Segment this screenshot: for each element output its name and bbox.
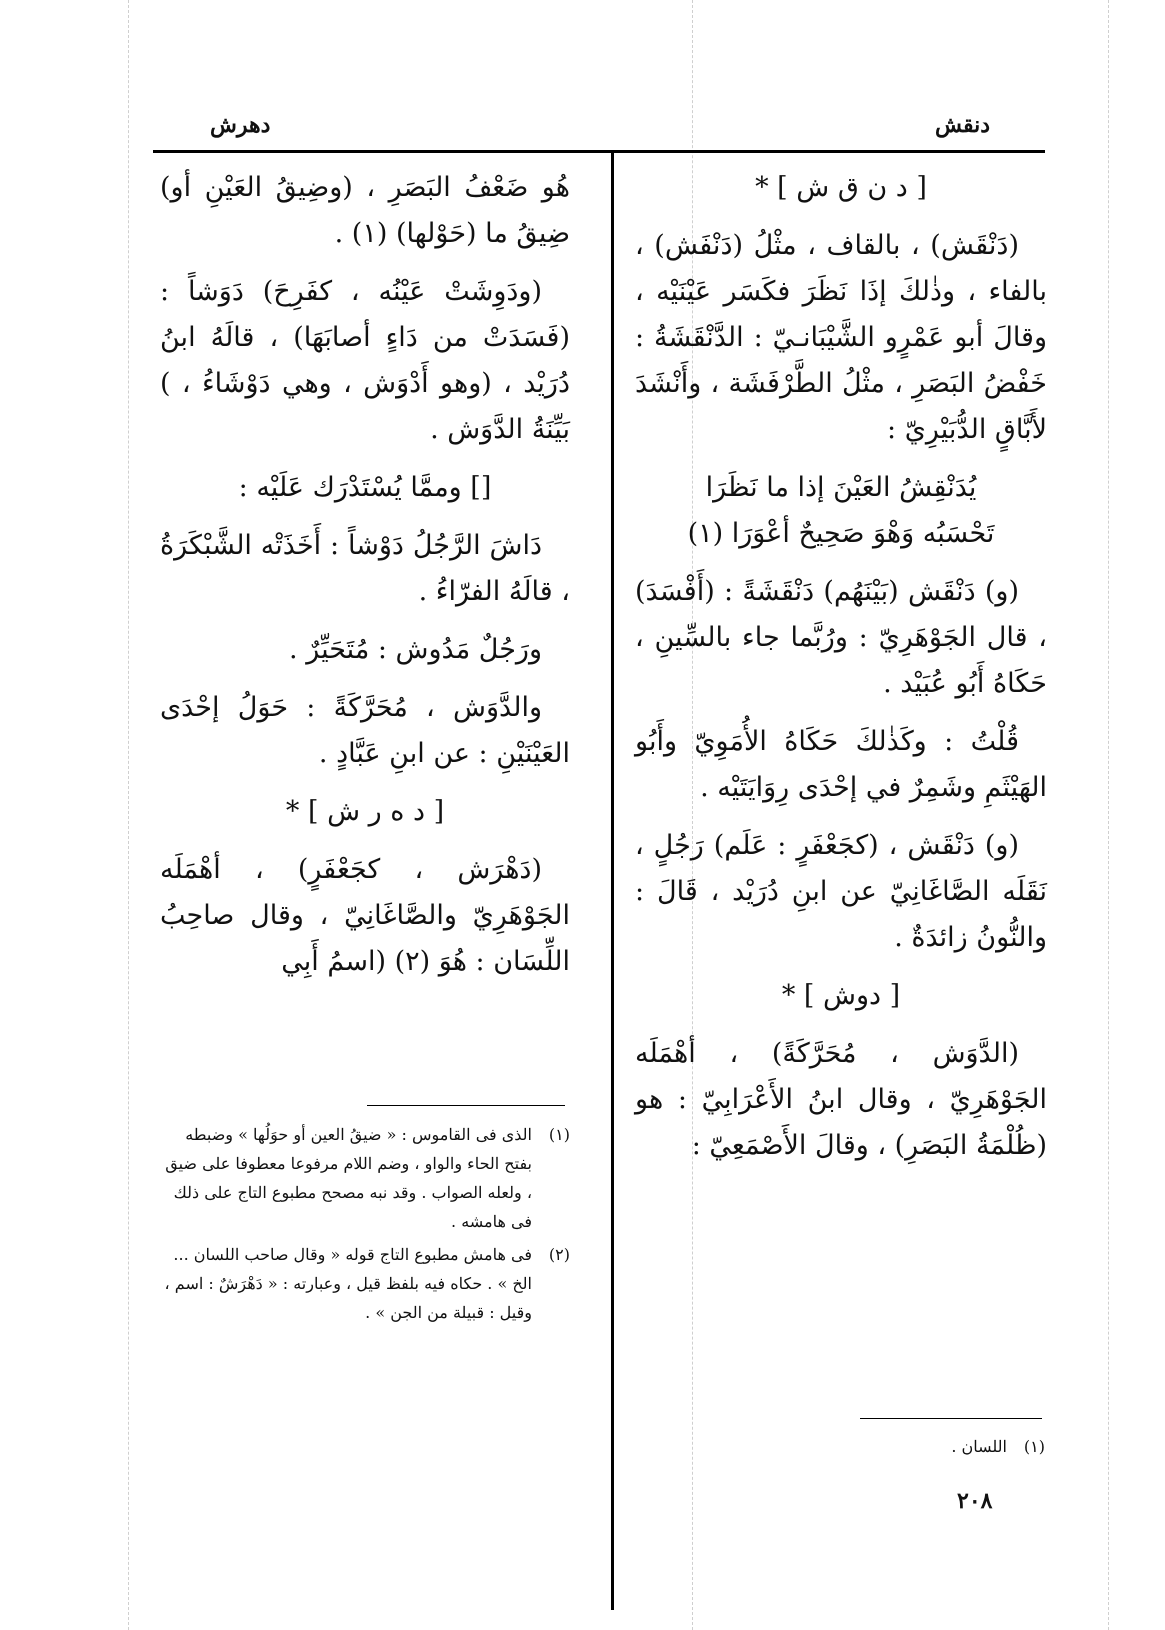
paragraph: (دَهْرَش ، كجَعْفَرٍ) ، أهْمَلَه الجَوْهَرِيّ والصَّاغَانِيّ ، وقال صاحِبُ اللِّسَان : هُوَ (٢) (اسمُ أَبِي bbox=[160, 854, 570, 977]
column-divider bbox=[611, 153, 614, 1610]
page-number: ٢٠٨ bbox=[957, 1488, 993, 1514]
footnote bbox=[160, 1120, 570, 1236]
paragraph: دَاشَ الرَّجُلُ دَوْشاً : أَخَذَتْه الشَّبْكَرَةُ ، قالَهُ الفرّاءُ . bbox=[160, 530, 570, 607]
right-column bbox=[635, 165, 1047, 1181]
running-header-right: دنقش bbox=[935, 112, 991, 138]
entry-heading: [ د ه ر ش ] * bbox=[285, 796, 445, 827]
footnote bbox=[640, 1432, 1045, 1461]
verse-line: يُدَنْقِشُ العَيْنَ إذا ما نَظَرَا bbox=[705, 472, 977, 503]
paragraph: قُلْتُ : وكَذٰلكَ حَكَاهُ الأُمَوِيّ وأَبُو الهَيْثَمِ وشَمِرٌ في إحْدَى رِوَايَتَيْه . bbox=[635, 726, 1047, 803]
left-footnotes bbox=[160, 1120, 570, 1331]
paragraph: هُو ضَعْفُ البَصَرِ ، (وضِيقُ العَيْنِ أو) ضِيقُ ما (حَوْلها) (١) . bbox=[160, 172, 570, 249]
entry-heading: [ دوش ] * bbox=[781, 980, 901, 1011]
paragraph: ورَجُلٌ مَدُوش : مُتَحَيِّرٌ . bbox=[289, 634, 542, 665]
paragraph: (و) دَنْقَش ، (كجَعْفَرٍ : عَلَم) رَجُلٍ ، نَقَلَه الصَّاغَانِيّ عن ابنِ دُرَيْد ، قَالَ : والنُّونُ زائدَةٌ . bbox=[635, 830, 1047, 953]
right-footnotes bbox=[640, 1432, 1045, 1465]
header-rule bbox=[153, 150, 1045, 153]
scan-guide-line bbox=[128, 0, 129, 1630]
section-heading: [] وممَّا يُسْتَدْرَك عَلَيْه : bbox=[238, 472, 492, 503]
scan-guide-line bbox=[1108, 0, 1109, 1630]
running-header-left: دهرش bbox=[210, 112, 271, 138]
verse-line: تَحْسَبُه وَهْوَ صَحِيحٌ أعْوَرَا (١) bbox=[687, 518, 995, 549]
footnote-text: الذى فى القاموس : « ضيقُ العين أو حوَلُها » وضبطه بفتح الحاء والواو ، وضم اللام مرفوعا معطوفا على ضيق ، ولعله الصواب . وقد نبه مصحح مطبوع التاج على ذلك فى هامشه . bbox=[165, 1125, 532, 1231]
footnote bbox=[160, 1240, 570, 1327]
paragraph: (و) دَنْقَش (بَيْنَهُم) دَنْقَشَةً : (أَفْسَدَ) ، قال الجَوْهَرِيّ : ورُبَّما جاء بالسِّينِ ، حَكَاهُ أَبُو عُبَيْد . bbox=[635, 576, 1047, 699]
paragraph: (الدَّوَش ، مُحَرَّكَةً) ، أهْمَلَه الجَوْهَرِيّ ، وقال ابنُ الأَعْرَابِيّ : هو (ظُلْمَةُ البَصَرِ) ، وقالَ الأَصْمَعِيّ : bbox=[635, 1038, 1047, 1161]
footnote-marker: (١) bbox=[1023, 1437, 1045, 1456]
footnote-text: اللسان . bbox=[951, 1437, 1007, 1456]
footnote-text: فى هامش مطبوع التاج قوله « وقال صاحب اللسان ... الخ » . حكاه فيه بلفظ قيل ، وعبارته : « دَهْرَشٌ : اسم ، وقيل : قبيلة من الجن » . bbox=[164, 1245, 532, 1322]
footnote-rule-right bbox=[860, 1418, 1042, 1419]
entry-heading: [ د ن ق ش ] * bbox=[755, 172, 927, 203]
paragraph: (ودَوِشَتْ عَيْنُه ، كفَرِحَ) دَوَشاً : (فَسَدَتْ من دَاءٍ أصابَهَا) ، قالَهُ ابنُ دُرَيْد ، (وهو أَدْوَش ، وهي دَوْشَاءُ ، ) بَيِّنَةُ الدَّوَش . bbox=[160, 276, 570, 445]
paragraph: والدَّوَش ، مُحَرَّكَةً : حَوَلُ إحْدَى العَيْنَيْنِ : عن ابنِ عَبَّادٍ . bbox=[160, 692, 570, 769]
paragraph: (دَنْقَش) ، بالقاف ، مثْلُ (دَنْفَش) ، بالفاء ، وذٰلكَ إذَا نَظَرَ فكَسَر عَيْنَيْه ، وقالَ أبو عَمْرٍو الشَّيْبَانـيّ : الدَّنْقَشَةُ : خَفْضُ البَصَرِ ، مثْلُ الطَّرْفَشَة ، وأَنْشَدَ لأَبَّاقٍ الدُّبَيْرِيّ : bbox=[635, 230, 1047, 445]
footnote-marker: (٢) bbox=[548, 1245, 570, 1264]
footnote-marker: (١) bbox=[548, 1125, 570, 1144]
left-column bbox=[160, 165, 570, 997]
footnote-rule-left bbox=[367, 1105, 565, 1106]
